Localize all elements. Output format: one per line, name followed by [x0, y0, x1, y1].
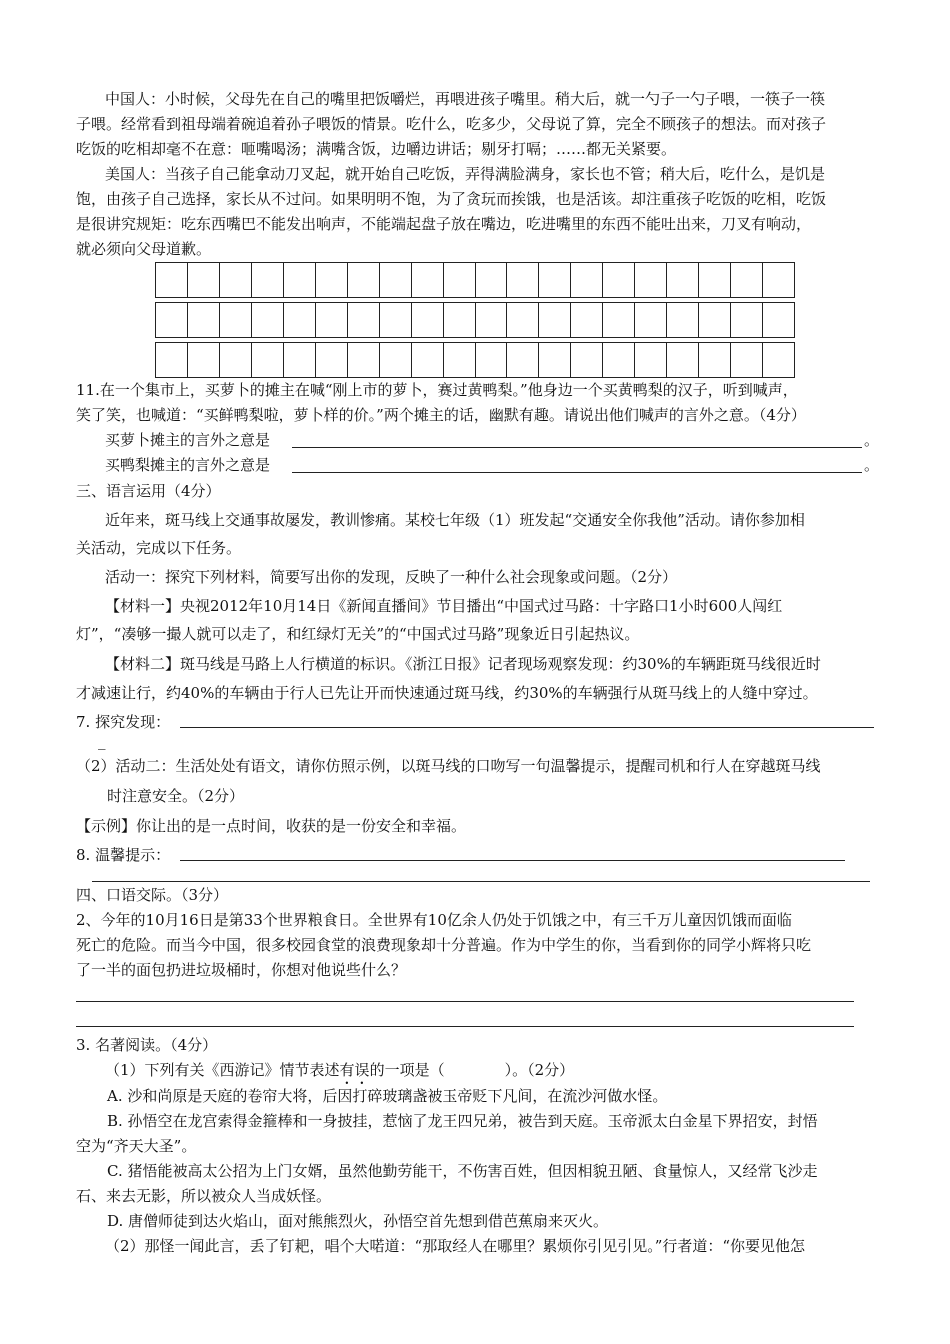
option-c: 石、来去无影，所以被众人当成妖怪。 — [76, 1187, 332, 1205]
activity2-text: （2）活动二：生活处处有语文，请你仿照示例，以斑马线的口吻写一句温馨提示，提醒司机和行人在穿越斑马线 — [76, 757, 821, 775]
q11-answer2-blank[interactable] — [292, 472, 862, 473]
q11-answer1-blank[interactable] — [292, 447, 862, 448]
activity1-text: 活动一：探究下列材料，简要写出你的发现，反映了一种什么社会现象或问题。（2分） — [105, 568, 678, 586]
option-b: B. 孙悟空在龙宫索得金箍棒和一身披挂，惹恼了龙王四兄弟，被告到天庭。玉帝派太白金星下界招安，封悟 — [107, 1112, 818, 1130]
writing-grid[interactable] — [155, 262, 795, 378]
books-q1 — [105, 1060, 574, 1088]
books-q2: （2）那怪一闻此言，丢了钉耙，唱个大喏道：“那取经人在哪里？累烦你引见引见。”行者道：“你要见他怎 — [105, 1237, 806, 1255]
section3-heading: 三、语言运用（4分） — [76, 482, 221, 500]
books-heading: 3. 名著阅读。（4分） — [76, 1036, 218, 1054]
q11-text: 11.在一个集市上，买萝卜的摊主在喊“刚上市的萝卜，赛过黄鸭梨。”他身边一个买黄鸭梨的汉子，听到喊声， — [76, 381, 798, 399]
option-a: A. 沙和尚原是天庭的卷帘大将，后因打碎玻璃盏被玉帝贬下凡间，在流沙河做水怪。 — [107, 1087, 668, 1105]
section4-answer-blank[interactable] — [76, 1026, 854, 1027]
activity2-text: 时注意安全。（2分） — [107, 787, 245, 805]
q8-answer-blank-2[interactable] — [92, 881, 870, 882]
passage-american-line: 是很讲究规矩：吃东西嘴巴不能发出响声，不能端起盘子放在嘴边，吃进嘴里的东西不能吐出来，刀叉有响动， — [76, 215, 812, 233]
section4-text: 死亡的危险。而当今中国，很多校园食堂的浪费现象却十分普遍。作为中学生的你，当看到你的同学小辉将只吃 — [76, 936, 812, 954]
section4-text: 了一半的面包扔进垃圾桶时，你想对他说些什么？ — [76, 961, 407, 979]
q7-answer-blank[interactable] — [180, 727, 874, 728]
q11-end-mark: 。 — [864, 431, 880, 449]
q11-end-mark: 。 — [864, 456, 880, 474]
grid-row[interactable] — [155, 262, 795, 298]
books-q1-before: （1）下列有关《西游记》情节表述 — [105, 1061, 340, 1079]
q11-text: 笑了笑，也喊道：“买鲜鸭梨啦，萝卜样的价。”两个摊主的话，幽默有趣。请说出他们喊声的言外之意。（4分） — [76, 406, 806, 424]
material2-text: 【材料二】斑马线是马路上人行横道的标识。《浙江日报》记者现场观察发现：约30%的车辆距斑马线很近时 — [105, 655, 821, 673]
material2-text: 才减速让行，约40%的车辆由于行人已先让开而快速通过斑马线，约30%的车辆强行从斑马线上的人缝中穿过。 — [76, 684, 818, 702]
grid-row[interactable] — [155, 302, 795, 338]
option-b: 空为“齐天大圣”。 — [76, 1137, 197, 1155]
books-q1-after: 的一项是（ ）。（2分） — [369, 1061, 575, 1079]
section4-answer-blank[interactable] — [76, 1001, 854, 1002]
q7-label: 7. 探究发现： — [76, 713, 171, 731]
passage-chinese-line: 吃饭的吃相却毫不在意：咂嘴喝汤；满嘴含饭，边嚼边讲话；剔牙打嗝；……都无关紧要。 — [76, 140, 677, 158]
section3-intro: 关活动，完成以下任务。 — [76, 539, 242, 557]
example-text: 【示例】你让出的是一点时间，收获的是一份安全和幸福。 — [76, 817, 467, 835]
q11-answer1-label: 买萝卜摊主的言外之意是 — [105, 431, 271, 449]
grid-row[interactable] — [155, 342, 795, 378]
material1-text: 【材料一】央视2012年10月14日《新闻直播间》节目播出“中国式过马路：十字路口1小时600人闯红 — [105, 597, 783, 615]
option-d: D. 唐僧师徒到达火焰山，面对熊熊烈火，孙悟空首先想到借芭蕉扇来灭火。 — [107, 1212, 609, 1230]
section3-intro: 近年来，斑马线上交通事故屡发，教训惨痛。某校七年级（1）班发起“交通安全你我他”活动。请你参加相 — [105, 511, 805, 529]
option-c: C. 猪悟能被高太公招为上门女婿，虽然他勤劳能干，不伤害百姓，但因相貌丑陋、食量惊人，又经常飞沙走 — [107, 1162, 818, 1180]
material1-text: 灯”，“凑够一撮人就可以走了，和红绿灯无关”的“中国式过马路”现象近日引起热议。 — [76, 625, 640, 643]
books-q1-emphasis: 有误 — [339, 1061, 370, 1079]
passage-american-line: 就必须向父母道歉。 — [76, 240, 212, 258]
section4-text: 2、今年的10月16日是第33个世界粮食日。全世界有10亿余人仍处于饥饿之中，有三千万儿童因饥饿而面临 — [76, 911, 792, 929]
q8-label: 8. 温馨提示： — [76, 846, 171, 864]
passage-chinese-line: 中国人：小时候，父母先在自己的嘴里把饭嚼烂，再喂进孩子嘴里。稍大后，就一勺子一勺子喂，一筷子一筷 — [105, 90, 826, 108]
q11-answer2-label: 买鸭梨摊主的言外之意是 — [105, 456, 271, 474]
passage-american-line: 美国人：当孩子自己能拿动刀叉起，就开始自己吃饭，弄得满脸满身，家长也不管；稍大后，吃什么，是饥是 — [105, 165, 826, 183]
passage-chinese-line: 子喂。经常看到祖母端着碗追着孙子喂饭的情景。吃什么，吃多少，父母说了算，完全不顾孩子的想法。而对孩子 — [76, 115, 827, 133]
section4-heading: 四、口语交际。（3分） — [76, 886, 229, 904]
passage-american-line: 饱，由孩子自己选择，家长从不过问。如果明明不饱，为了贪玩而挨饿，也是活该。却注重孩子吃饭的吃相，吃饭 — [76, 190, 827, 208]
q8-answer-blank[interactable] — [180, 860, 845, 861]
q7-dash: _ — [98, 732, 106, 750]
